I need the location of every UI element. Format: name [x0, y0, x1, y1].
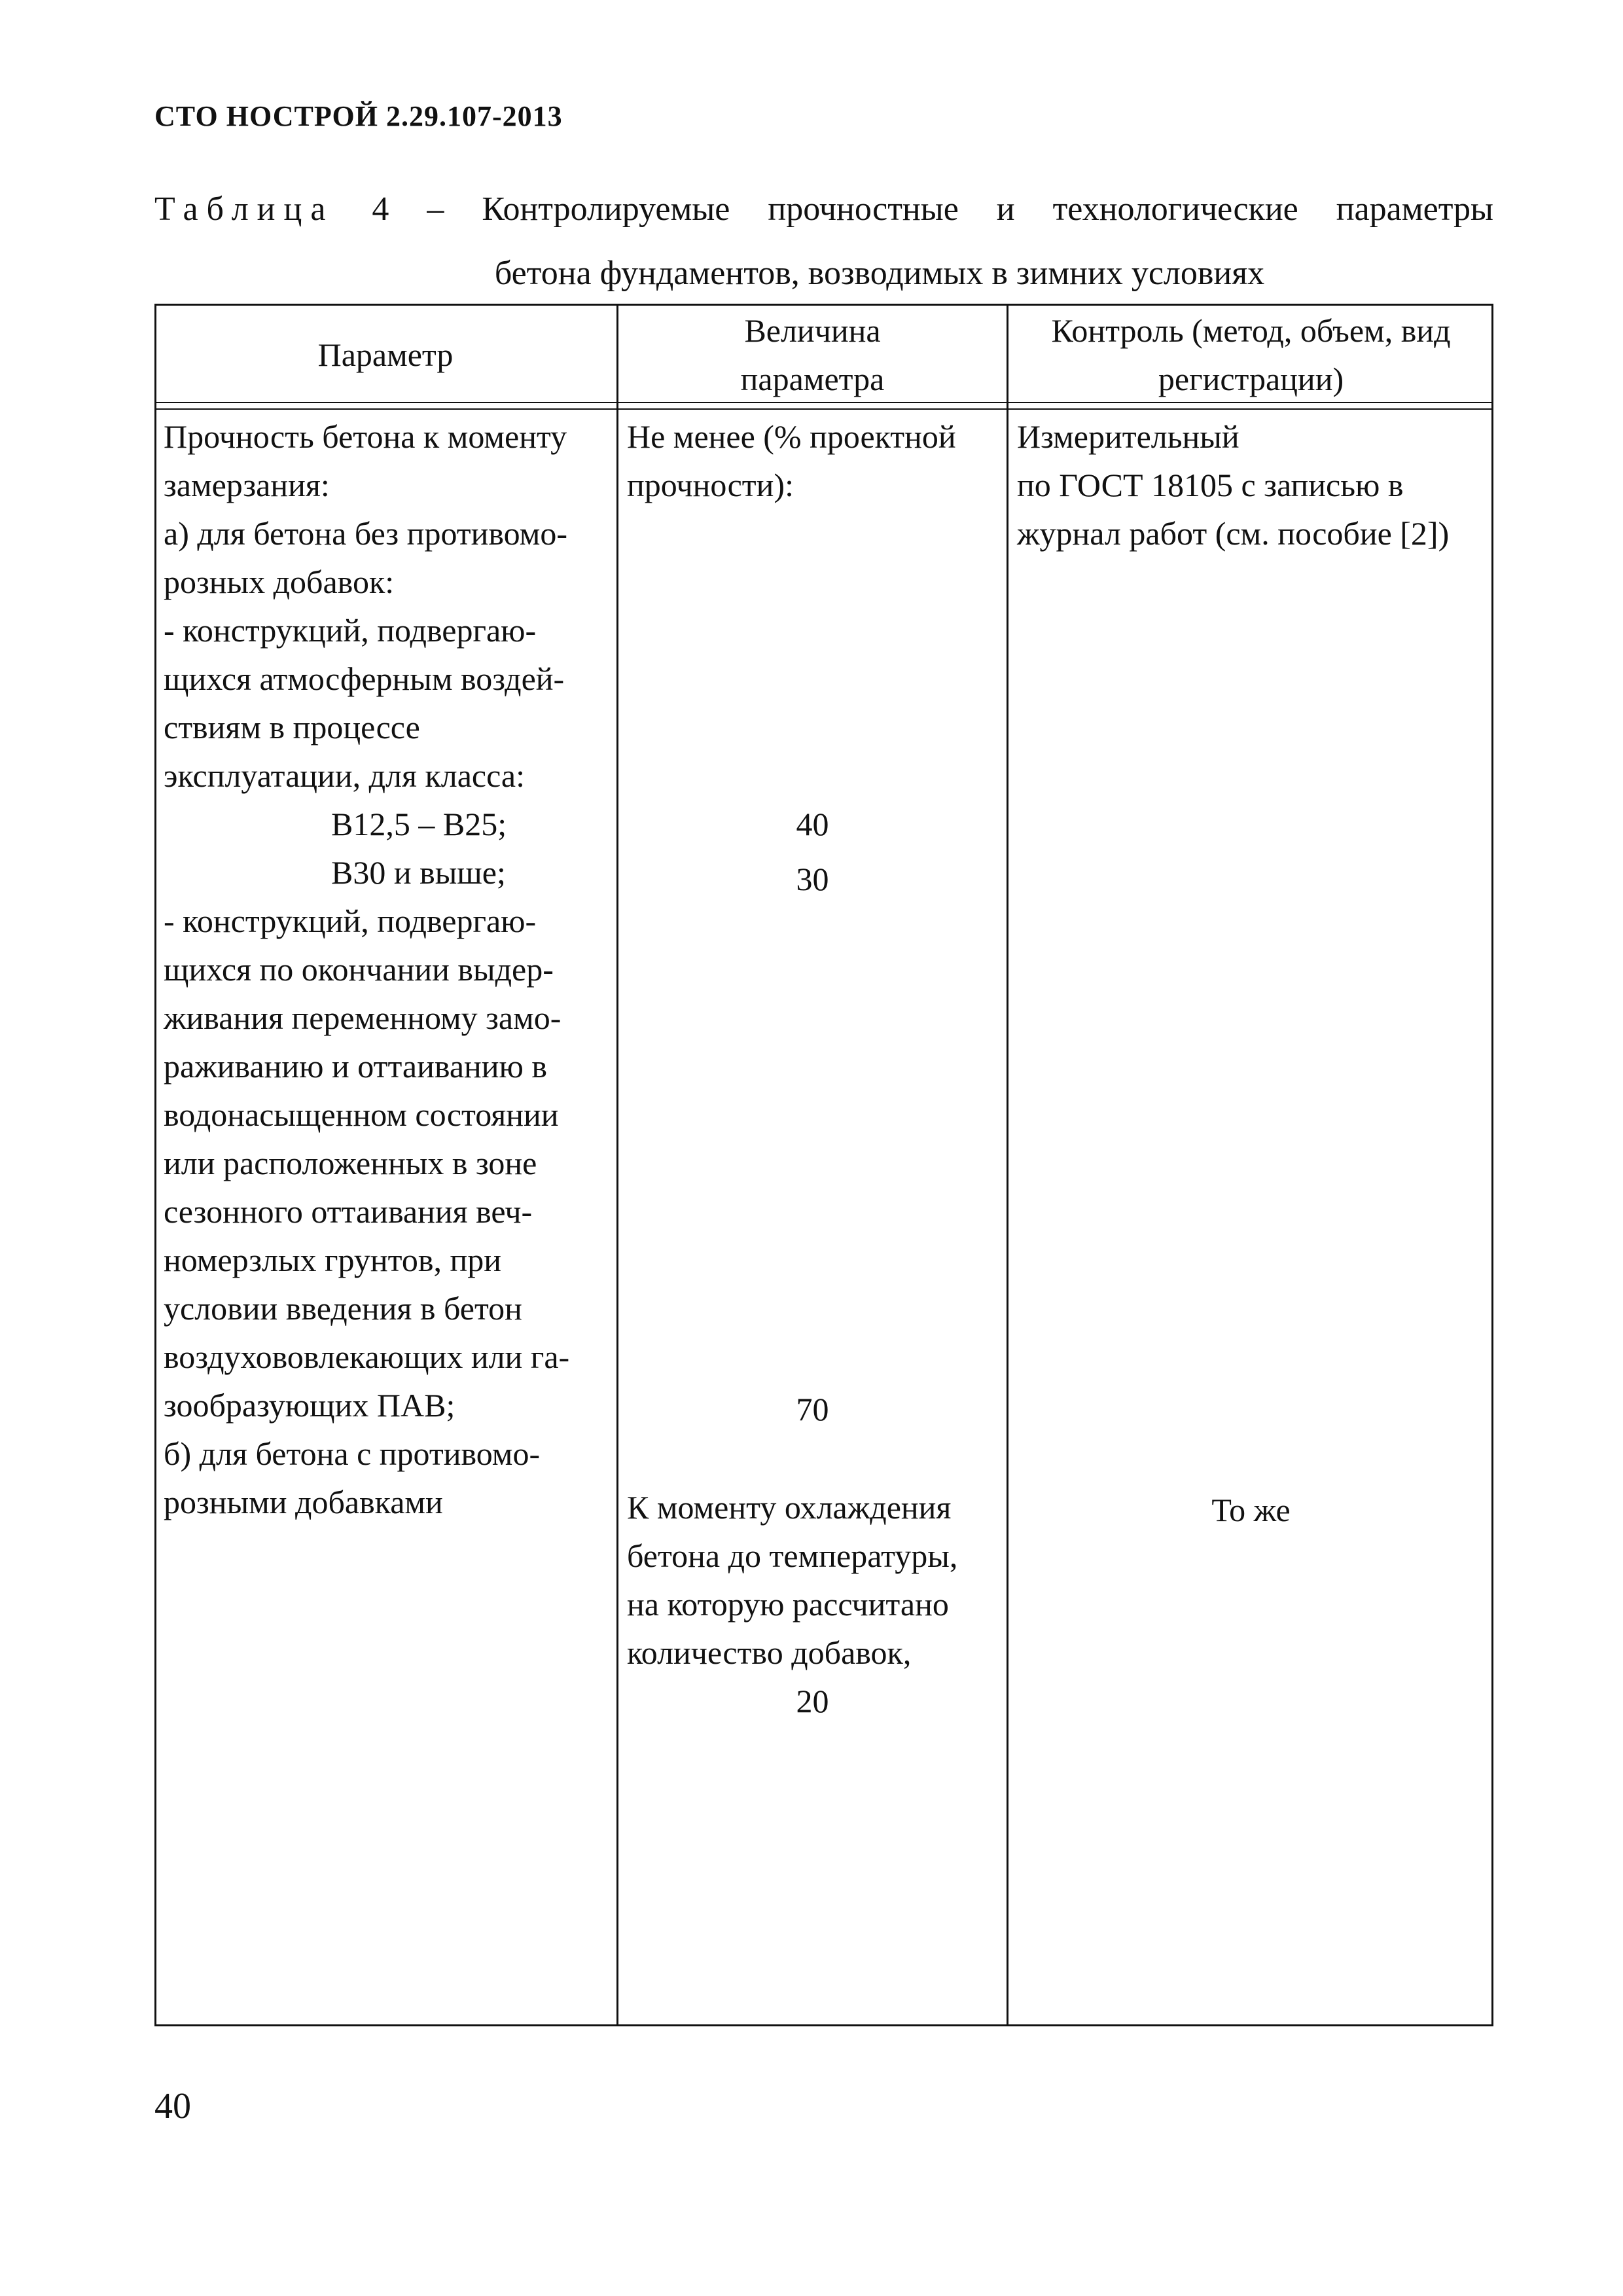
value-antifreeze-line: на которую рассчитано: [627, 1586, 949, 1623]
param-line: розными добавками: [164, 1484, 443, 1520]
parameters-table: [154, 304, 1493, 2026]
param-line-class-b12: В12,5 – В25;: [331, 806, 507, 842]
param-line: - конструкций, подвергаю-: [164, 612, 537, 649]
caption-word: прочностные: [768, 190, 959, 228]
control-same: То же: [1211, 1492, 1291, 1528]
param-cell: [164, 412, 615, 1526]
control-line: журнал работ (см. пособие [2]): [1017, 515, 1450, 552]
param-line-class-b30: В30 и выше;: [331, 854, 506, 891]
control-cell: [1017, 412, 1488, 558]
param-line: водонасыщенном состоянии: [164, 1096, 559, 1133]
param-line: замерзания:: [164, 467, 330, 503]
page-number: 40: [154, 2086, 191, 2126]
header-control-line: регистрации): [1158, 361, 1344, 397]
header-control-line: Контроль (метод, объем, вид: [1051, 312, 1451, 349]
param-line: живания переменному замо-: [164, 999, 562, 1036]
value-antifreeze: 20: [796, 1683, 829, 1719]
value-antifreeze-line: количество добавок,: [627, 1634, 912, 1671]
param-line: - конструкций, подвергаю-: [164, 903, 537, 939]
param-line: раживанию и оттаиванию в: [164, 1048, 547, 1085]
control-line: по ГОСТ 18105 с записью в: [1017, 467, 1404, 503]
param-line: а) для бетона без противомо-: [164, 515, 567, 552]
header-value-line: Величина: [744, 312, 881, 349]
param-line: розных добавок:: [164, 564, 395, 600]
header-value-line: параметра: [740, 361, 885, 397]
param-line: зообразующих ПАВ;: [164, 1387, 455, 1424]
param-line: щихся по окончании выдер-: [164, 951, 554, 988]
caption-dash: –: [427, 190, 444, 228]
header-control: [1008, 309, 1493, 401]
header-param-text: Параметр: [317, 336, 454, 373]
value-antifreeze-line: К моменту охлаждения: [627, 1489, 952, 1526]
param-line: щихся атмосферным воздей-: [164, 660, 565, 697]
value-intro-line: прочности):: [627, 467, 794, 503]
caption-word: параметры: [1336, 190, 1493, 228]
param-line: эксплуатации, для класса:: [164, 757, 525, 794]
table-caption-line-2: бетона фундаментов, возводимых в зимних условиях: [494, 255, 1265, 292]
header-divider: [154, 408, 1493, 410]
param-line: номерзлых грунтов, при: [164, 1242, 501, 1278]
param-line: или расположенных в зоне: [164, 1145, 537, 1181]
param-line: Прочность бетона к моменту: [164, 418, 567, 455]
caption-word: и: [996, 190, 1015, 228]
value-b12: 40: [796, 806, 829, 842]
column-divider: [1007, 304, 1008, 2026]
param-line: условии введения в бетон: [164, 1290, 522, 1327]
table-caption-line-1: [154, 188, 1493, 230]
value-b30: 30: [796, 861, 829, 897]
value-antifreeze-text: [627, 1483, 1007, 1677]
value-pav: 70: [796, 1391, 829, 1427]
param-line: сезонного оттаивания веч-: [164, 1193, 533, 1230]
value-intro-line: Не менее (% проектной: [627, 418, 956, 455]
param-line: ствиям в процессе: [164, 709, 420, 745]
value-intro: [627, 412, 1007, 509]
param-line: воздухововлекающих или га-: [164, 1338, 570, 1375]
caption-word: технологические: [1052, 190, 1298, 228]
caption-label: Таблица: [154, 190, 334, 228]
control-line: Измерительный: [1017, 418, 1240, 455]
caption-word: Контролируемые: [482, 190, 730, 228]
param-line: б) для бетона с противомо-: [164, 1435, 541, 1472]
header-value: [618, 309, 1007, 401]
caption-number: 4: [372, 190, 389, 228]
column-divider: [616, 304, 618, 2026]
document-code: СТО НОСТРОЙ 2.29.107-2013: [154, 100, 563, 132]
header-param: [154, 309, 616, 401]
value-antifreeze-line: бетона до температуры,: [627, 1537, 958, 1574]
